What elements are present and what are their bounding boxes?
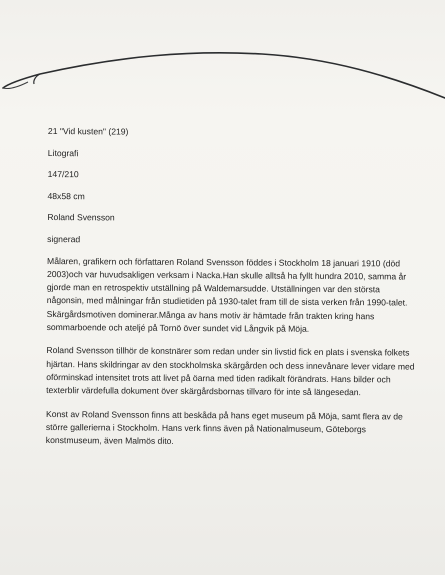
legacy-paragraph: Roland Svensson tillhör de konstnärer som redan under sin livstid fick en plats i svenska folkets hjärtan. Hans skildringar av den stockholmska skärgården och dess innevånare lever vidare med oförminskad intensitet trots att livet på öarna med tiden radikalt förändrats. Hans bilder och texterblir värdefulla dokument över skärgårdsbornas tillvaro för inte så längesedan. [46,345,415,398]
biography-paragraph: Målaren, grafikern och författaren Roland Svensson föddes i Stockholm 18 januari 1910 (död 2003)och var huvudsakligen verksam i Nacka.Han skulle alltså ha fyllt hundra 2010, samma år gjorde man en retrospektiv utställning på Waldemarsudde. Utställningen var den största någonsin, med målningar från studietiden på 1930-talet fram till de sista verken från 1990-talet. Skärgårdsmotiven dominerar.Många av hans motiv är hämtade från trakten kring hans sommarboende och ateljé på Tornö över sundet vid Långvik på Möja. [46,255,408,334]
artwork-technique: Litografi [47,147,79,158]
collections-paragraph: Konst av Roland Svensson finns att beskåda på hans eget museum på Möja, samt flera av de större gallerierna i Stockholm. Hans verk finns även på Nationalmuseum, Göteborgs konstmuseum, även Malmös dito. [45,408,403,447]
artwork-signature: signerad [47,233,81,245]
artwork-artist: Roland Svensson [47,212,115,223]
artwork-edition: 147/210 [47,169,79,180]
artwork-size: 48x58 cm [47,190,85,202]
label-text [46,125,420,460]
artwork-heading: 21 "Vid kusten" (219) [47,125,129,137]
hanging-wire [0,0,445,120]
